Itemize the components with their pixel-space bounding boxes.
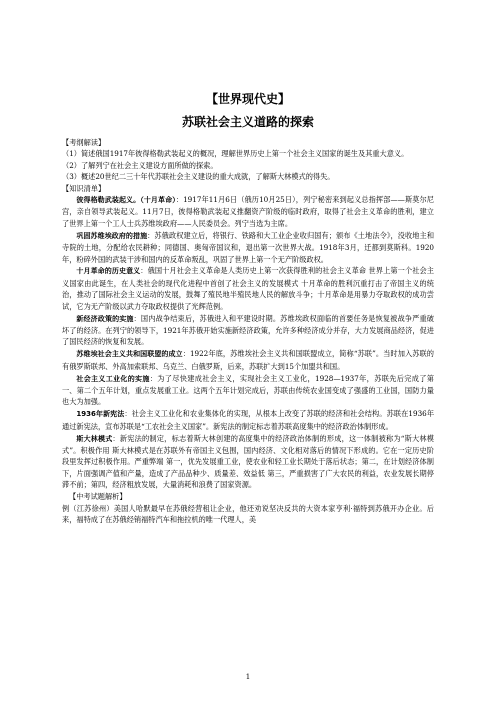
knowledge-text: ：社会主义工业化和农业集体化的实现，从根本上改变了苏联的经济和社会结构。苏联在1936年通过新宪法，宣布苏联是“工农社会主义国家”。新宪法的制定标志着苏联高度集中的经济政治体制形成。 [62, 409, 435, 431]
knowledge-term: 1936年新宪法 [76, 410, 125, 419]
knowledge-term: 社会主义工业化的实施 [76, 374, 150, 383]
exam-requirement-item: （3）概述20世纪二三十年代苏联社会主义建设的重大成就，了解斯大林模式的得失。 [62, 172, 335, 182]
exam-requirements-heading: 【考纲解读】 [62, 138, 106, 147]
exam-analysis-heading: 【中考试题解析】 [69, 492, 127, 502]
knowledge-term: 彼得格勒武装起义。（十月革命） [76, 196, 176, 205]
exam-requirement-item: （2）了解列宁在社会主义建设方面所做的探索。 [62, 160, 218, 170]
knowledge-paragraph [62, 373, 434, 408]
knowledge-text: ：为了尽快建成社会主义，实现社会主义工业化，1928—1937年，苏联先后完成了第一、第二个五年计划，重点发展重工业。这两个五年计划完成后，苏联由传统农业国变成了强盛的工业国，国防力量也大为加强。 [62, 373, 434, 407]
knowledge-paragraph [62, 348, 434, 372]
series-title: 【世界现代史】 [205, 92, 290, 106]
knowledge-paragraph [62, 230, 434, 265]
knowledge-paragraph [62, 194, 434, 229]
exam-requirement-item: （1）简述俄国1917年彼得格勒武装起义的概况，理解世界历史上第一个社会主义国家的诞生及其重大意义。 [62, 149, 409, 159]
knowledge-text: ：新宪法的制定，标志着斯大林创建的高度集中的经济政治体制的形成，这一体制被称为“斯大林模式”。积极作用 斯大林模式是在苏联外有帝国主义包围，国内经济、文化相对落后的情况下形成的。它在一定历史阶段里发挥过积极作用。严重弊端 第一，优先发展重工业，使农业和轻工业长期处于落后状态；第二，在计划经济体制下，片面强调产值和产量，造成了产品品种少、质量差、效益低 第三，严重损害了广大农民的利益，农业发展长期停滞不前；第四，经济粗放发展，大量消耗和浪费了国家资源。 [62, 433, 434, 490]
document-page [62, 92, 434, 526]
knowledge-paragraph [62, 313, 434, 348]
knowledge-text: ：1917年11月6日（俄历10月25日），列宁秘密来到起义总指挥部——斯莫尔尼宫，亲自领导武装起义。11月7日，彼得格勒武装起义推翻资产阶级的临时政府，取得了社会主义革命的胜利，建立了世界上第一个工人士兵苏维埃政府——人民委员会。列宁当选为主席。 [62, 195, 434, 228]
page-title: 苏联社会主义道路的探索 [181, 115, 314, 129]
knowledge-term: 新经济政策的实施 [76, 314, 134, 323]
page-number: 1 [245, 673, 251, 681]
knowledge-list-heading: 【知识清单】 [62, 183, 106, 193]
knowledge-term: 十月革命的历史意义 [76, 267, 141, 276]
knowledge-paragraph [62, 265, 434, 312]
knowledge-text: ：俄国十月社会主义革命是人类历史上第一次获得胜利的社会主义革命 世界上第一个社会主义国家由此诞生，在人类社会的现代化进程中首创了社会主义的发展模式 十月革命的胜利沉重打击了帝国主义的统治，推动了国际社会主义运动的发展，鼓舞了殖民地半殖民地人民的解放斗争；十月革命是用暴力夺取政权的成功尝试，它为无产阶级以武力夺取政权提供了光辉范例。 [62, 266, 434, 311]
knowledge-term: 苏维埃社会主义共和国联盟的成立 [76, 350, 183, 359]
knowledge-text: ：国内战争结束后，苏俄进入和平建设时期。苏维埃政权面临的首要任务是恢复被战争严重破坏了的经济。在列宁的领导下，1921年苏俄开始实施新经济政策，允许多种经济成分并存，大力发展商品经济，促进了国民经济的恢复和发展。 [62, 313, 434, 347]
knowledge-paragraph [62, 433, 434, 491]
knowledge-text: ：1922年底，苏维埃社会主义共和国联盟成立，简称“苏联”。当时加入苏联的有俄罗斯联邦、外高加索联邦、乌克兰、白俄罗斯，后来，苏联扩大到15个加盟共和国。 [62, 349, 434, 371]
knowledge-text: ：苏俄政权建立后，将银行、铁路和大工业企业收归国有；颁布《土地法令》，没收地主和寺院的土地，分配给农民耕种；同德国、奥匈帝国议和，退出第一次世界大战。1918年3月，迁都到莫斯科。1920年，粉碎外国的武装干涉和国内的反革命叛乱，巩固了世界上第一个无产阶级政权。 [62, 230, 435, 264]
knowledge-term: 巩固苏维埃政府的措施 [76, 231, 148, 240]
knowledge-paragraph [62, 408, 434, 432]
knowledge-term: 斯大林模式 [76, 434, 113, 443]
exam-material-text: 例（江苏徐州）美国人哈默最早在苏俄经营租让企业，他还劝说坚决反共的大资本家亨利·福特到苏俄开办企业。后来，福特成了在苏俄经销福特汽车和拖拉机的唯一代理人，美 [62, 503, 434, 524]
